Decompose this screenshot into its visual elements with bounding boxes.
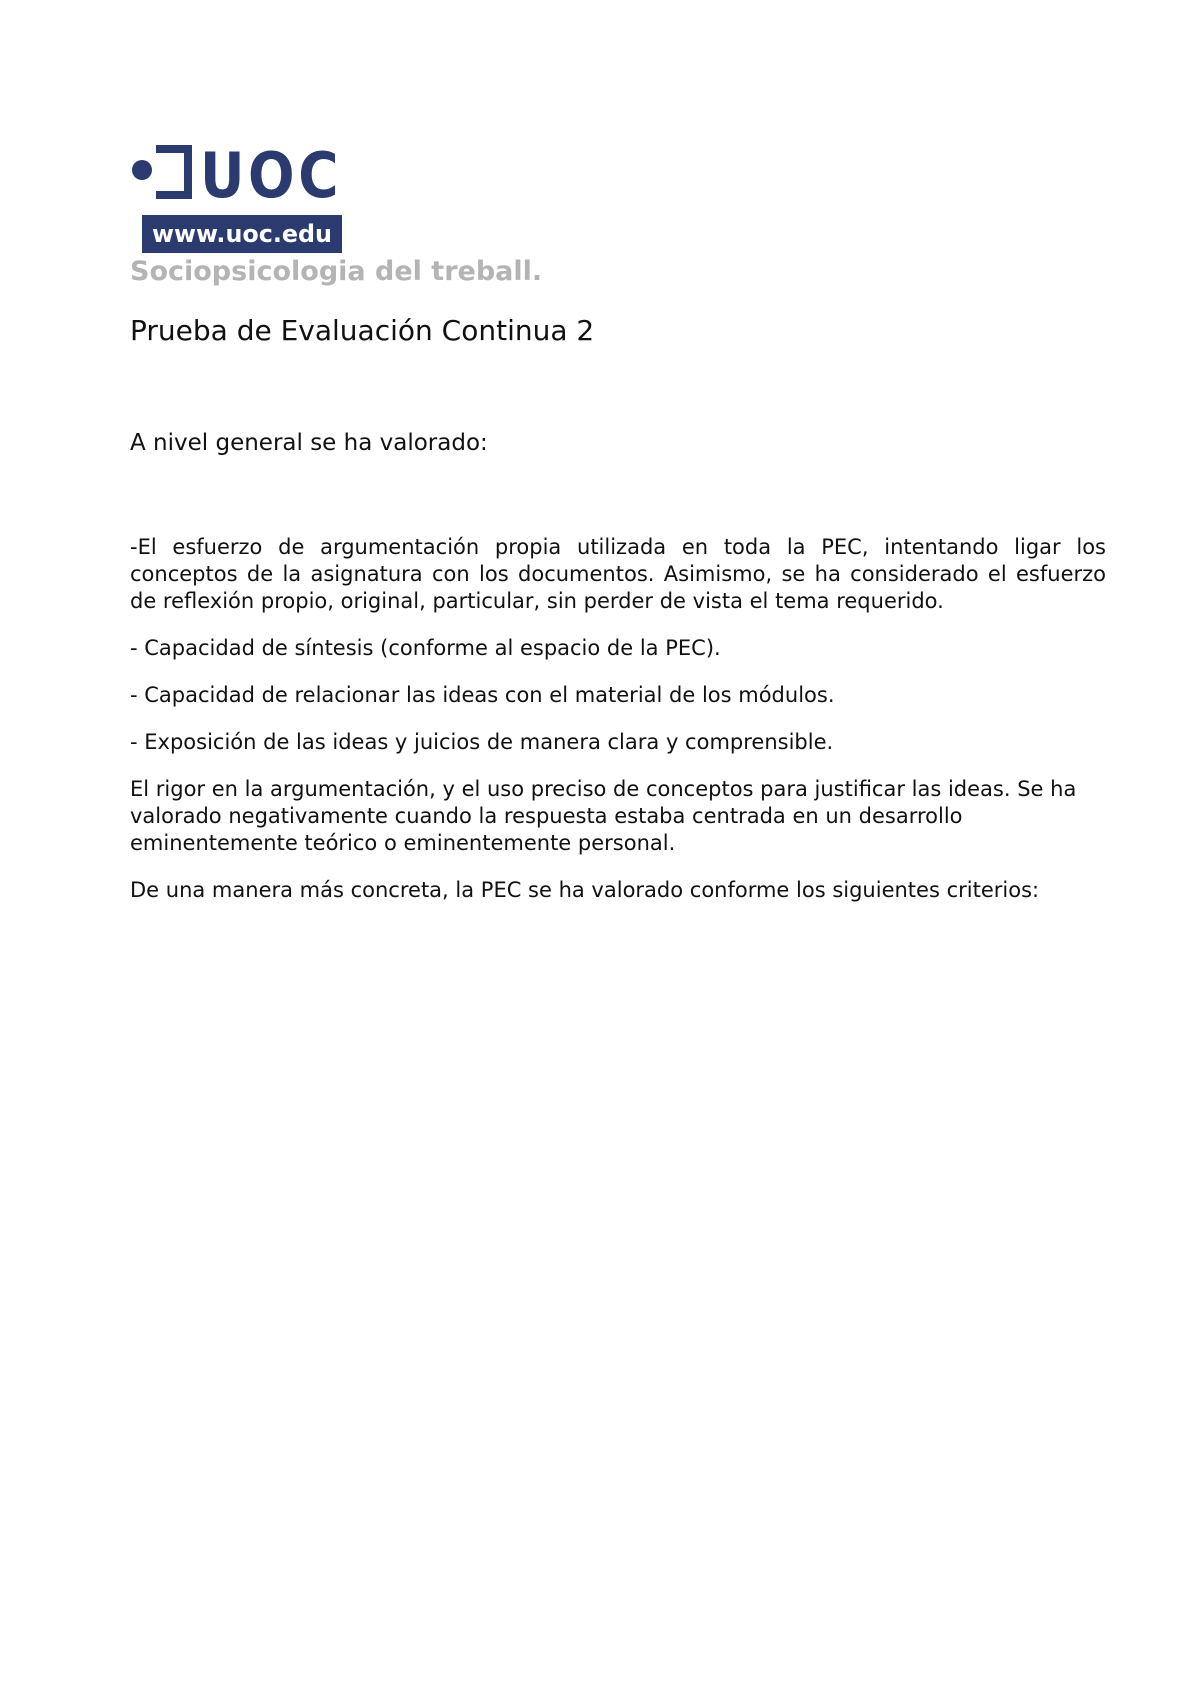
document-subtitle: Prueba de Evaluación Continua 2 (130, 314, 595, 347)
paragraph-relating-ideas: - Capacidad de relacionar las ideas con el material de los módulos. (130, 683, 835, 707)
paragraph-rigor: El rigor en la argumentación, y el uso preciso de conceptos para justificar las ideas. Se ha valorado negativamente cuando la respuesta estaba centrada en un desarrollo eminentemente teórico o eminentemente personal. (130, 777, 1077, 855)
section-heading: A nivel general se ha valorado: (130, 430, 488, 456)
paragraph-exposition: - Exposición de las ideas y juicios de manera clara y comprensible. (130, 730, 834, 754)
paragraph-criteria-intro: De una manera más concreta, la PEC se ha valorado conforme los siguientes criterios: (130, 878, 1040, 902)
paragraph-synthesis: - Capacidad de síntesis (conforme al espacio de la PEC). (130, 636, 721, 660)
svg-text:www.uoc.edu: www.uoc.edu (152, 220, 332, 248)
uoc-logo (130, 143, 346, 253)
paragraph-argumentation: -El esfuerzo de argumentación propia utilizada en toda la PEC, intentando ligar los conceptos de la asignatura con los documentos. Asimismo, se ha considerado el esfuerzo de reflexión propio, original, particular, sin perder de vista el tema requerido. (130, 535, 1106, 613)
evaluation-criteria-text (130, 534, 1106, 924)
svg-text:UOC: UOC (200, 143, 342, 212)
course-title: Sociopsicologia del treball. (130, 256, 543, 287)
